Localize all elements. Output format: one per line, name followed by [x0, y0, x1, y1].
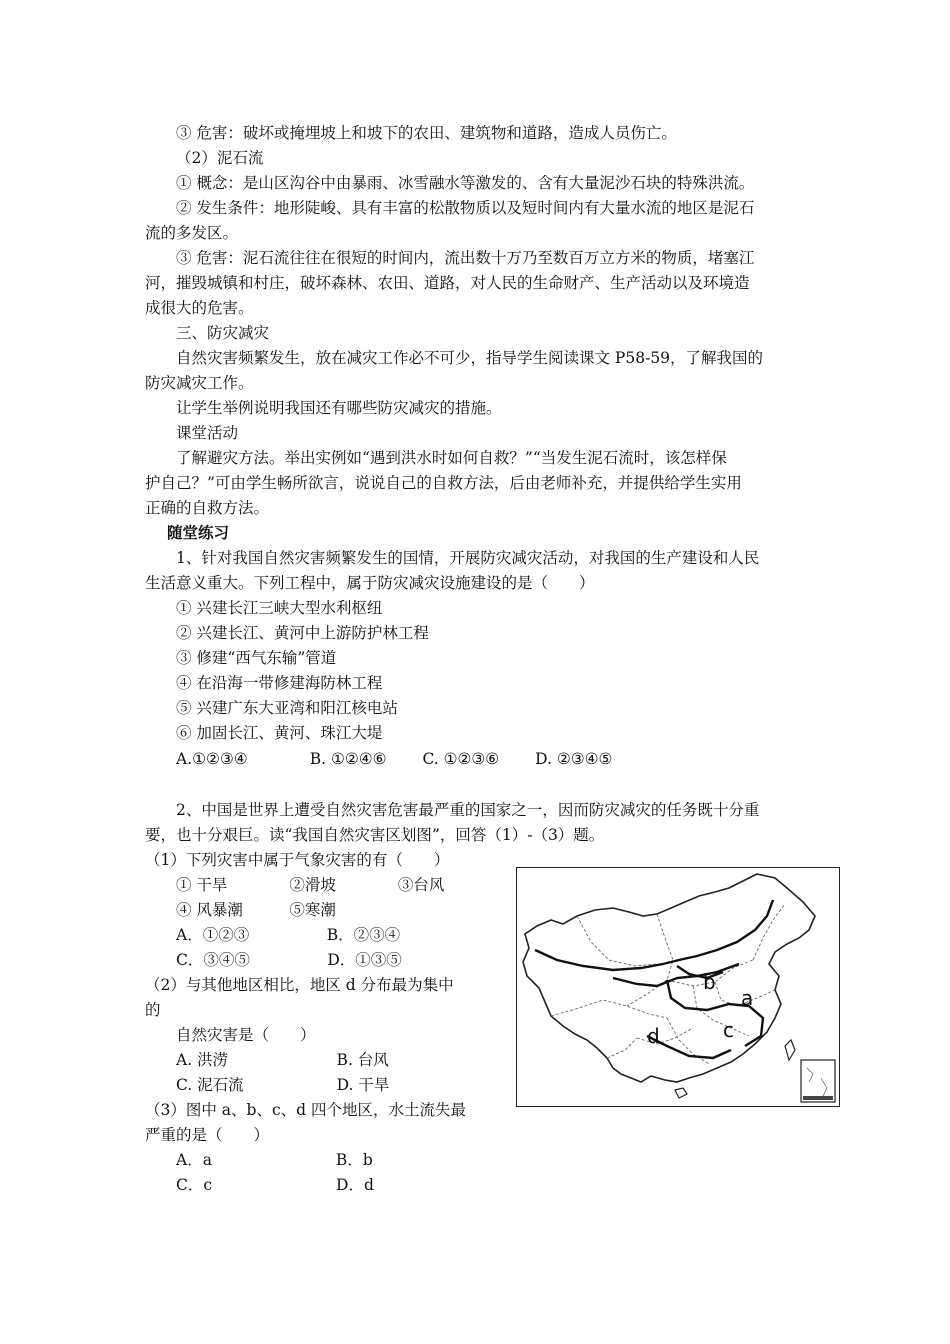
option-line: ⑥ 加固长江、黄河、珠江大堤	[176, 724, 383, 742]
text-line: 自然灾害频繁发生，放在减灾工作必不可少，指导学生阅读课文 P58-59，了解我国的	[176, 349, 764, 367]
option-line: ④ 风暴潮 ⑤寒潮	[176, 901, 336, 919]
answer-choices: C．c D．d	[176, 1176, 374, 1194]
text-line: ③ 危害：破坏或掩埋坡上和坡下的农田、建筑物和道路，造成人员伤亡。	[176, 124, 677, 142]
sub-question: （3）图中 a、b、c、d 四个地区，水土流失最	[145, 1101, 466, 1119]
text-line: 成很大的危害。	[145, 299, 254, 317]
answer-choices: A.①②③④ B. ①②④⑥ C. ①②③⑥ D. ②③④⑤	[176, 750, 613, 768]
south-sea-inset	[801, 1060, 835, 1102]
text-line: 让学生举例说明我国还有哪些防灾减灾的措施。	[176, 399, 502, 417]
hainan-island	[675, 1088, 687, 1098]
section-heading-practice: 随堂练习	[167, 524, 230, 542]
text-line: 防灾减灾工作。	[145, 374, 254, 392]
option-line: ① 干旱 ②滑坡 ③台风	[176, 876, 445, 894]
taiwan-island	[785, 1040, 795, 1060]
question-2: 2、中国是世界上遭受自然灾害危害最严重的国家之一，因而防灾减灾的任务既十分重	[176, 801, 760, 819]
answer-choices: C．③④⑤ D．①③⑤	[176, 951, 402, 969]
text-line: 了解避灾方法。举出实例如“遇到洪水时如何自救？”“当发生泥石流时，该怎样保	[176, 449, 727, 467]
text-line: 护自己？”可由学生畅所欲言，说说自己的自救方法，后由老师补充，并提供给学生实用	[145, 474, 742, 492]
answer-choices: A. 洪涝 B. 台风	[176, 1051, 389, 1069]
text-line: 严重的是（ ）	[145, 1126, 270, 1144]
text-line: 要，也十分艰巨。读“我国自然灾害区划图”，回答（1）-（3）题。	[145, 826, 605, 844]
text-line: 正确的自救方法。	[145, 499, 270, 517]
text-line: ③ 危害：泥石流往往在很短的时间内，流出数十万乃至数百万立方米的物质，堵塞江	[176, 249, 755, 267]
text-line: 的	[145, 1001, 161, 1019]
text-line: 自然灾害是（ ）	[176, 1026, 316, 1044]
china-disaster-map	[516, 867, 840, 1107]
region-label-d: d	[647, 1024, 660, 1048]
answer-choices: C. 泥石流 D. 干旱	[176, 1076, 390, 1094]
text-line: 生活意义重大。下列工程中，属于防灾减灾设施建设的是（ ）	[145, 574, 595, 592]
text-line: ① 概念：是山区沟谷中由暴雨、冰雪融水等激发的、含有大量泥沙石块的特殊洪流。	[176, 174, 755, 192]
question-1: 1、针对我国自然灾害频繁发生的国情，开展防灾减灾活动，对我国的生产建设和人民	[176, 549, 760, 567]
text-line: 河，摧毁城镇和村庄，破坏森林、农田、道路，对人民的生命财产、生产活动以及环境造	[145, 274, 750, 292]
sub-question: （1）下列灾害中属于气象灾害的有（ ）	[145, 851, 450, 869]
section-heading: 三、防灾减灾	[176, 324, 270, 342]
region-label-a: a	[741, 986, 754, 1010]
text-line: （2）泥石流	[176, 149, 264, 167]
answer-choices: A．a B．b	[176, 1151, 373, 1169]
region-label-c: c	[723, 1018, 734, 1042]
answer-choices: A．①②③ B．②③④	[176, 926, 401, 944]
region-label-b: b	[703, 970, 716, 994]
text-line: 流的多发区。	[145, 224, 239, 242]
china-outline	[517, 868, 838, 1105]
option-line: ③ 修建“西气东输”管道	[176, 649, 337, 667]
sub-question: （2）与其他地区相比，地区 d 分布最为集中	[145, 976, 454, 994]
text-line: ② 发生条件：地形陡峻、具有丰富的松散物质以及短时间内有大量水流的地区是泥石	[176, 199, 755, 217]
option-line: ① 兴建长江三峡大型水利枢纽	[176, 599, 383, 617]
subheading: 课堂活动	[176, 424, 239, 442]
option-line: ⑤ 兴建广东大亚湾和阳江核电站	[176, 699, 398, 717]
option-line: ④ 在沿海一带修建海防林工程	[176, 674, 383, 692]
option-line: ② 兴建长江、黄河中上游防护林工程	[176, 624, 429, 642]
